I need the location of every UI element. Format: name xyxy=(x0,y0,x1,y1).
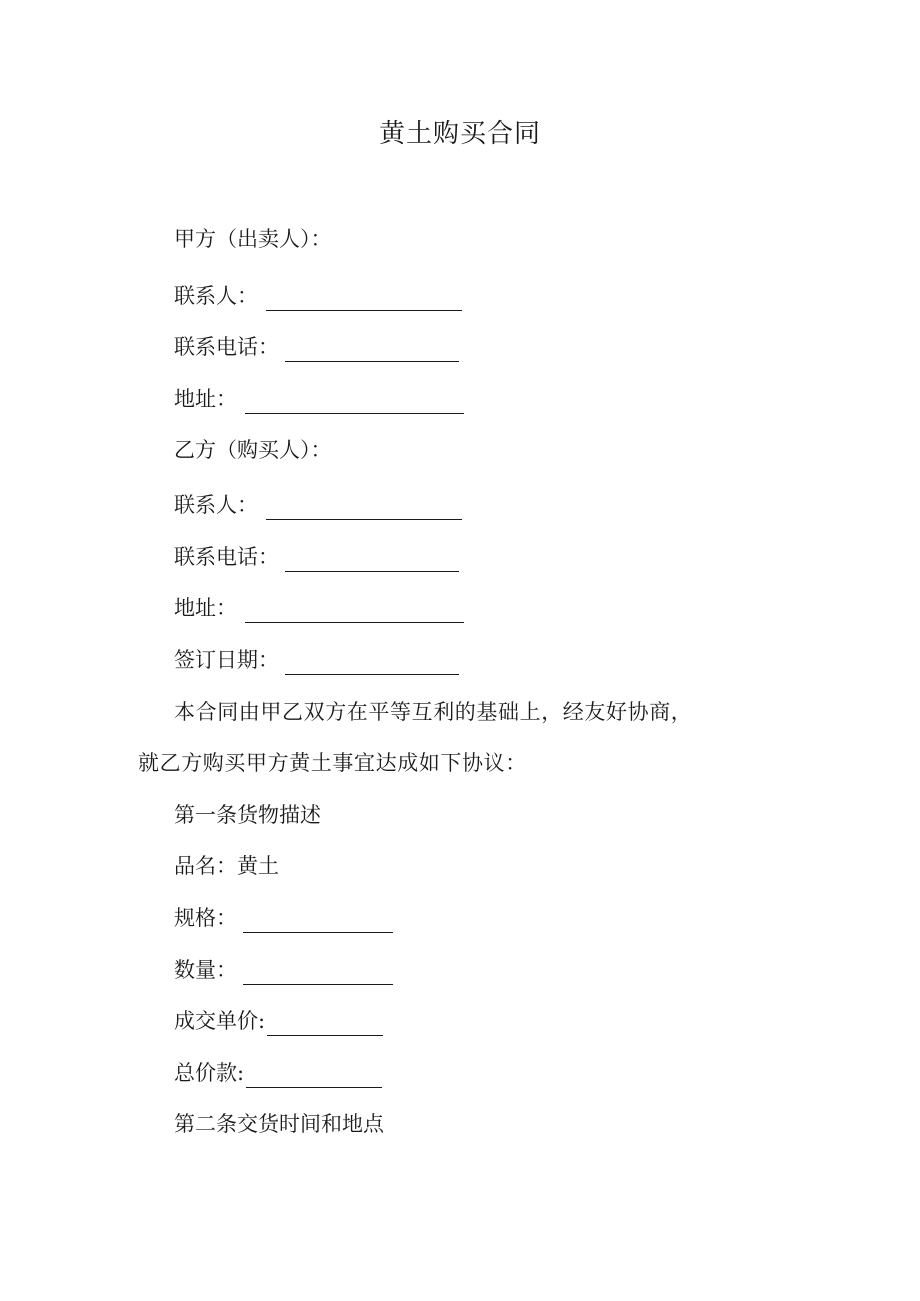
party-b-address-row xyxy=(174,593,464,623)
party-a-address-blank[interactable] xyxy=(245,391,464,414)
party-a-address-row xyxy=(174,384,464,414)
product-name-text: 品名：黄土 xyxy=(174,854,279,878)
party-a-contact-blank[interactable] xyxy=(266,288,462,311)
unit-price-label: 成交单价: xyxy=(174,1009,266,1033)
party-a-phone-row xyxy=(174,332,459,362)
total-price-row xyxy=(174,1058,382,1088)
unit-price-blank[interactable] xyxy=(267,1013,383,1036)
quantity-row xyxy=(174,955,393,985)
article-2-heading xyxy=(174,1109,384,1139)
spec-row xyxy=(174,903,393,933)
party-a-phone-blank[interactable] xyxy=(285,339,459,362)
party-b-contact-blank[interactable] xyxy=(266,497,462,520)
party-a-phone-label: 联系电话： xyxy=(174,335,279,359)
intro-text-1: 本合同由甲乙双方在平等互利的基础上，经友好协商， xyxy=(174,700,693,724)
sign-date-label: 签订日期： xyxy=(174,648,279,672)
sign-date-blank[interactable] xyxy=(285,652,459,675)
total-price-label: 总价款: xyxy=(174,1061,245,1085)
party-a-heading xyxy=(174,224,332,254)
party-b-address-blank[interactable] xyxy=(245,600,464,623)
party-b-phone-label: 联系电话： xyxy=(174,545,279,569)
total-price-blank[interactable] xyxy=(246,1065,382,1088)
quantity-label: 数量： xyxy=(174,958,237,982)
sign-date-row xyxy=(174,645,459,675)
party-a-contact-label: 联系人： xyxy=(174,284,258,308)
document-title: 黄土购买合同 xyxy=(378,119,541,149)
product-name-row xyxy=(174,851,279,881)
party-b-contact-label: 联系人： xyxy=(174,493,258,517)
party-b-address-label: 地址： xyxy=(174,596,237,620)
intro-paragraph-line-2 xyxy=(138,748,527,778)
quantity-blank[interactable] xyxy=(243,962,393,985)
party-a-address-label: 地址： xyxy=(174,387,237,411)
party-b-heading-text: 乙方（购买人）： xyxy=(174,438,332,462)
spec-label: 规格： xyxy=(174,906,237,930)
unit-price-row xyxy=(174,1006,383,1036)
intro-paragraph-line-1 xyxy=(174,697,692,727)
party-a-contact-row xyxy=(174,281,462,311)
article-1-heading xyxy=(174,800,321,830)
article-2-heading-text: 第二条交货时间和地点 xyxy=(174,1112,384,1136)
intro-text-2: 就乙方购买甲方黄土事宜达成如下协议： xyxy=(138,751,527,775)
party-b-phone-row xyxy=(174,542,459,572)
article-1-heading-text: 第一条货物描述 xyxy=(174,803,321,827)
party-b-heading xyxy=(174,435,332,465)
party-b-phone-blank[interactable] xyxy=(285,549,459,572)
party-b-contact-row xyxy=(174,490,462,520)
spec-blank[interactable] xyxy=(243,910,393,933)
party-a-heading-text: 甲方（出卖人）： xyxy=(174,227,332,251)
